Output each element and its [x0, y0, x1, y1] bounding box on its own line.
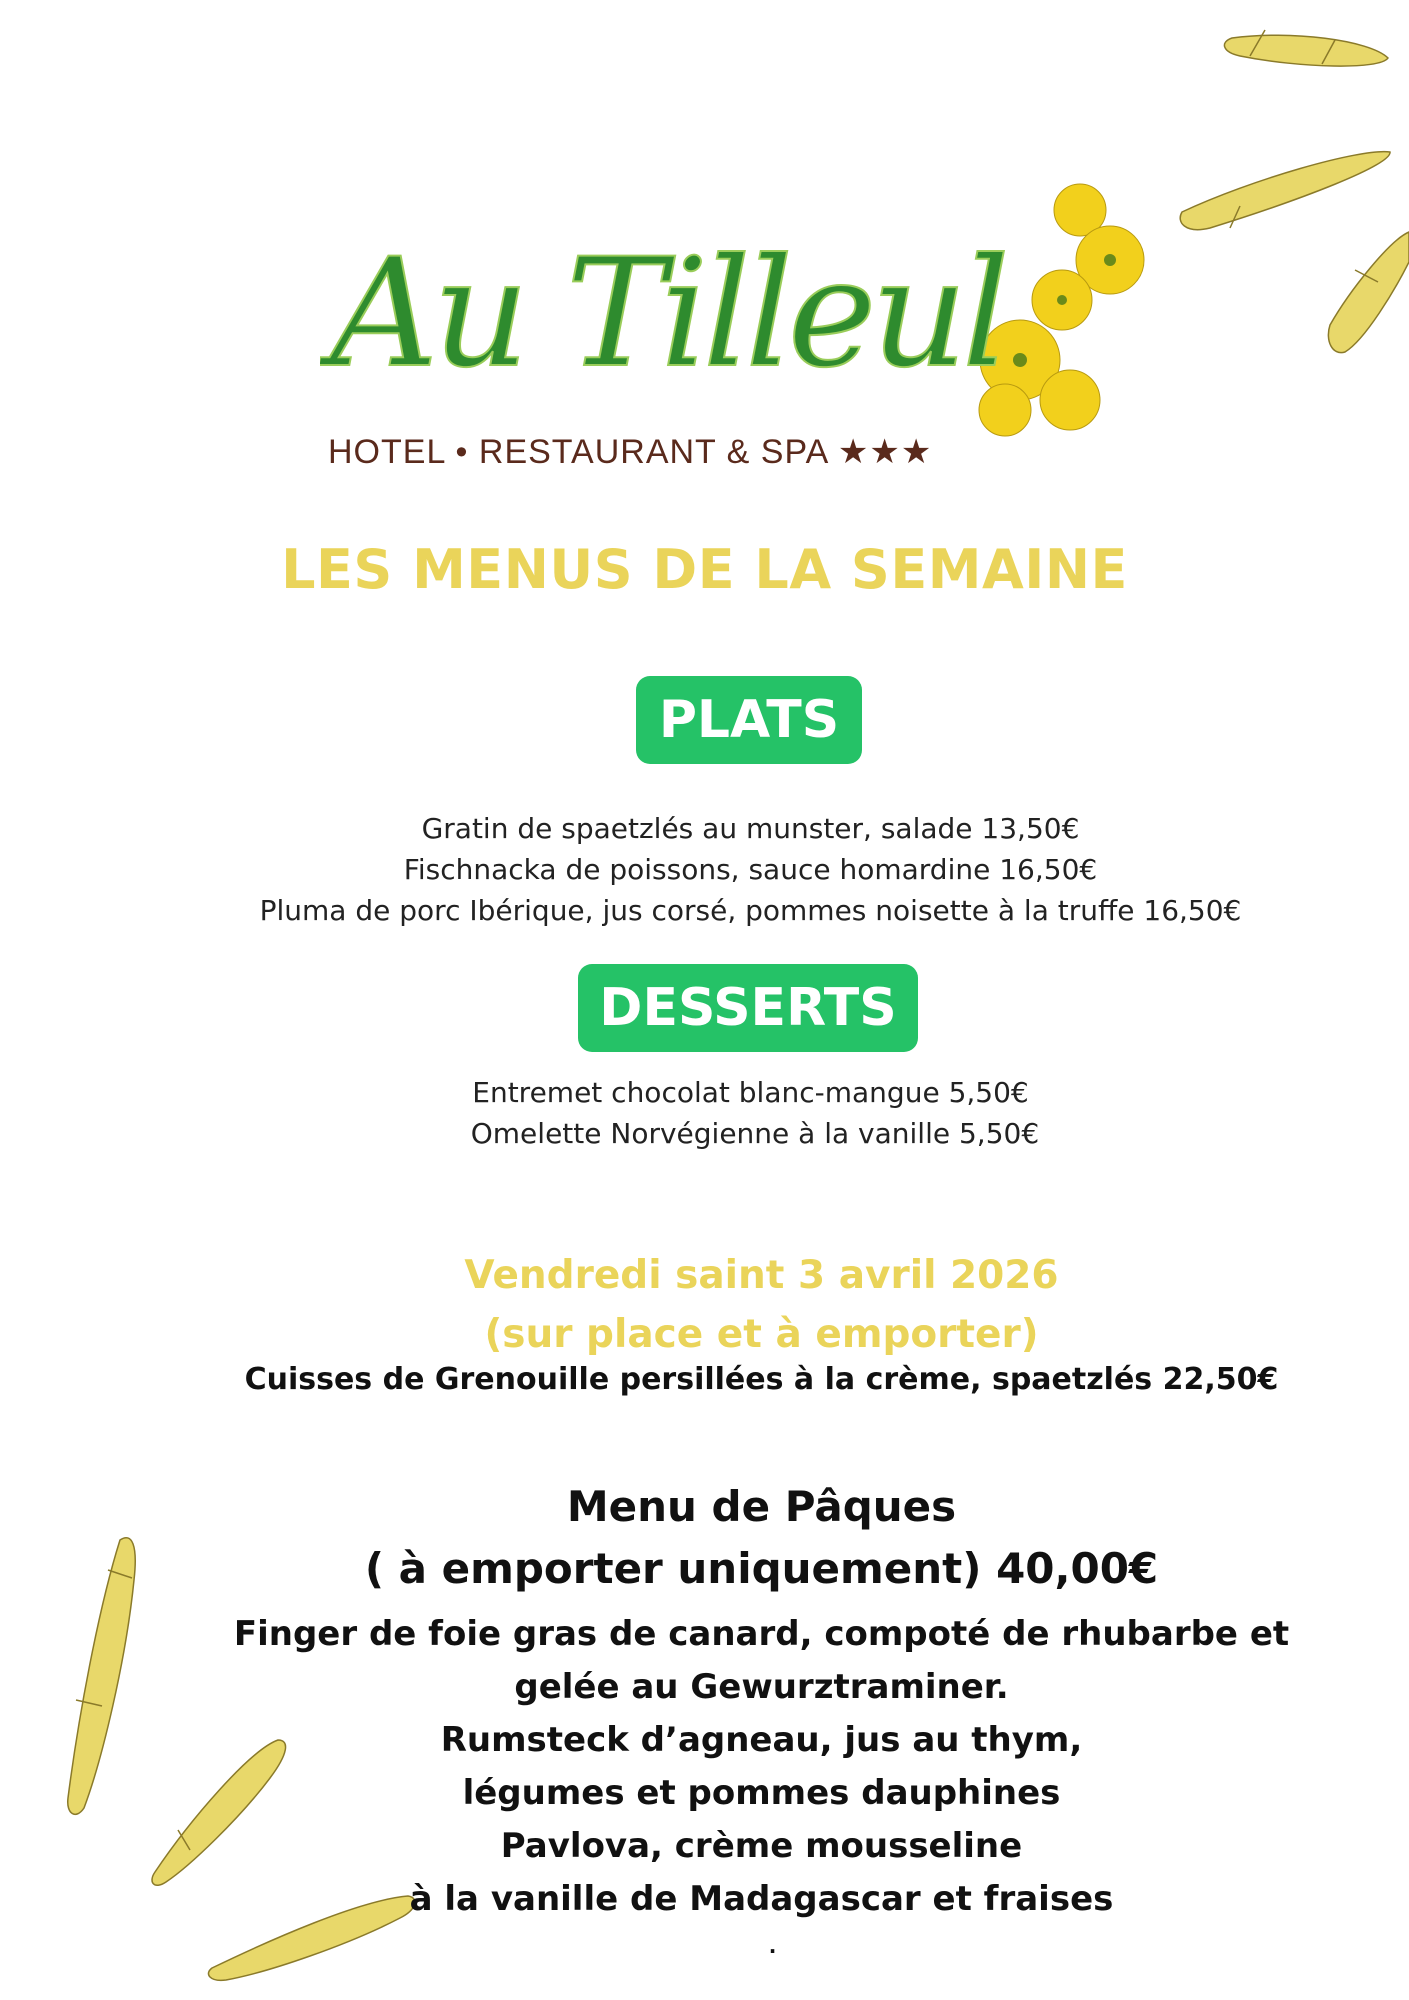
list-item: légumes et pommes dauphines — [462, 1773, 1061, 1813]
leaf-top-right-1 — [1224, 35, 1388, 66]
logo-script — [320, 205, 1040, 435]
plats-badge: PLATS — [636, 676, 862, 764]
event-dish: Cuisses de Grenouille persillées à la crème, spaetzlés 22,50€ — [244, 1362, 1279, 1397]
page-title: LES MENUS DE LA SEMAINE — [281, 538, 1128, 601]
desserts-list — [46, 1072, 1409, 1154]
event-date: Vendredi saint 3 avril 2026 — [464, 1253, 1059, 1298]
plats-list — [46, 808, 1409, 931]
leaf-top-right-2 — [1180, 152, 1390, 230]
list-item: gelée au Gewurztraminer. — [514, 1667, 1009, 1707]
list-item: Rumsteck d’agneau, jus au thym, — [440, 1720, 1083, 1760]
logo-script-text: Au Tilleul — [330, 227, 1010, 401]
list-item: Omelette Norvégienne à la vanille 5,50€ — [461, 1117, 1040, 1150]
trailing-dot: . — [768, 1934, 777, 1958]
list-item: Pavlova, crème mousseline — [500, 1826, 1023, 1866]
list-item: Finger de foie gras de canard, compoté de rhubarbe et — [233, 1614, 1290, 1654]
list-item: Gratin de spaetzlés au munster, salade 13,50€ — [421, 812, 1080, 845]
list-item: à la vanille de Madagascar et fraises — [409, 1879, 1114, 1919]
logo-subtitle: HOTEL • RESTAURANT & SPA ★★★ — [328, 433, 933, 471]
paques-heading — [57, 1476, 1409, 1600]
event-heading — [57, 1246, 1409, 1364]
paques-title: Menu de Pâques — [566, 1482, 957, 1531]
desserts-badge: DESSERTS — [578, 964, 918, 1052]
list-item: Pluma de porc Ibérique, jus corsé, pommes noisette à la truffe 16,50€ — [259, 894, 1242, 927]
event-note: (sur place et à emporter) — [484, 1312, 1039, 1357]
list-item: Fischnacka de poissons, sauce homardine 16,50€ — [403, 853, 1098, 886]
paques-list — [57, 1608, 1409, 1966]
list-item: Entremet chocolat blanc-mangue 5,50€ — [472, 1076, 1029, 1109]
paques-price: ( à emporter uniquement) 40,00€ — [364, 1544, 1159, 1593]
leaf-top-right-3 — [1328, 232, 1409, 353]
